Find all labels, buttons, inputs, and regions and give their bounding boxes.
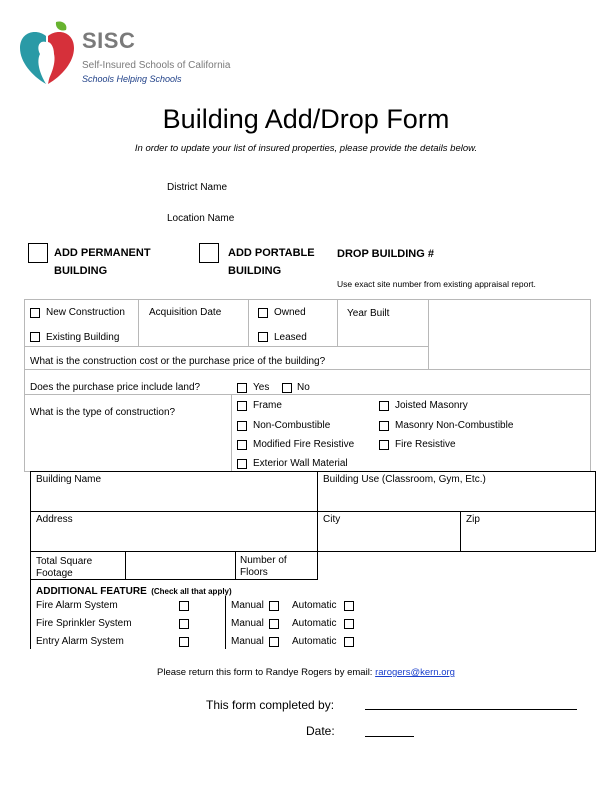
drop-building-note: Use exact site number from existing appraisal report. xyxy=(337,279,536,289)
building-use-field[interactable] xyxy=(319,488,593,510)
city-label: City xyxy=(323,514,341,525)
total-square-footage-label-1: Total Square xyxy=(36,556,93,567)
year-built-label: Year Built xyxy=(347,308,390,319)
page-subtitle: In order to update your list of insured properties, please provide the details below. xyxy=(134,143,478,154)
city-field[interactable] xyxy=(319,528,458,550)
new-construction-checkbox[interactable] xyxy=(30,308,40,318)
logo-acronym: SISC xyxy=(82,28,136,53)
fire-resistive-label: Fire Resistive xyxy=(395,439,456,450)
additional-feature-label: ADDITIONAL FEATURE xyxy=(36,586,147,597)
frame-checkbox[interactable] xyxy=(237,401,247,411)
feature-row xyxy=(31,633,411,651)
feature-checkbox[interactable] xyxy=(179,637,189,647)
number-of-floors-label-1: Number of xyxy=(240,555,287,566)
automatic-checkbox[interactable] xyxy=(344,601,354,611)
owned-checkbox[interactable] xyxy=(258,308,268,318)
joisted-masonry-label: Joisted Masonry xyxy=(395,400,468,411)
apple-logo-icon xyxy=(18,18,76,88)
automatic-label: Automatic xyxy=(292,600,337,611)
leased-label: Leased xyxy=(274,332,307,343)
sisc-logo xyxy=(18,18,248,90)
page-title: Building Add/Drop Form xyxy=(162,104,450,134)
automatic-checkbox[interactable] xyxy=(344,637,354,647)
land-no-label: No xyxy=(297,382,310,393)
land-yes-label: Yes xyxy=(253,382,270,393)
add-portable-label-1: ADD PORTABLE xyxy=(228,247,315,259)
existing-building-label: Existing Building xyxy=(46,332,120,343)
completed-by-signature-line[interactable] xyxy=(365,709,577,710)
completed-by-label: This form completed by: xyxy=(206,698,335,712)
drop-building-label: DROP BUILDING # xyxy=(337,248,434,260)
non-combustible-checkbox[interactable] xyxy=(237,421,247,431)
add-portable-checkbox[interactable] xyxy=(199,243,219,263)
automatic-label: Automatic xyxy=(292,636,337,647)
add-portable-label-2: BUILDING xyxy=(228,265,282,277)
address-label: Address xyxy=(36,514,73,525)
joisted-masonry-checkbox[interactable] xyxy=(379,401,389,411)
building-name-field[interactable] xyxy=(32,488,315,510)
number-of-floors-label-2: Floors xyxy=(240,567,268,578)
location-name-label: Location Name xyxy=(167,213,235,224)
land-question: Does the purchase price include land? xyxy=(30,382,201,393)
drop-building-number-field[interactable] xyxy=(445,244,575,260)
modified-fire-resistive-checkbox[interactable] xyxy=(237,440,247,450)
exterior-wall-material-label: Exterior Wall Material xyxy=(253,458,348,469)
leased-checkbox[interactable] xyxy=(258,332,268,342)
manual-checkbox[interactable] xyxy=(269,601,279,611)
return-text: Please return this form to Randye Rogers by email: xyxy=(157,667,373,678)
feature-checkbox[interactable] xyxy=(179,619,189,629)
year-built-field[interactable] xyxy=(430,301,588,345)
manual-label: Manual xyxy=(231,636,264,647)
logo-name: Self-Insured Schools of California xyxy=(82,60,231,71)
total-square-footage-label-2: Footage xyxy=(36,568,73,579)
masonry-non-combustible-label: Masonry Non-Combustible xyxy=(395,420,514,431)
date-line[interactable] xyxy=(365,736,414,737)
zip-field[interactable] xyxy=(462,528,593,550)
zip-label: Zip xyxy=(466,514,480,525)
manual-label: Manual xyxy=(231,618,264,629)
district-name-field[interactable] xyxy=(240,178,580,194)
construction-question: What is the type of construction? xyxy=(30,407,176,418)
total-square-footage-field[interactable] xyxy=(127,553,233,578)
owned-label: Owned xyxy=(274,307,306,318)
manual-label: Manual xyxy=(231,600,264,611)
feature-label: Fire Alarm System xyxy=(36,600,118,611)
district-name-label: District Name xyxy=(167,182,228,193)
return-email-link[interactable]: rarogers@kern.org xyxy=(375,667,455,678)
manual-checkbox[interactable] xyxy=(269,619,279,629)
logo-tagline: Schools Helping Schools xyxy=(82,74,182,84)
existing-building-checkbox[interactable] xyxy=(30,332,40,342)
add-permanent-checkbox[interactable] xyxy=(28,243,48,263)
automatic-label: Automatic xyxy=(292,618,337,629)
feature-row xyxy=(31,597,411,615)
land-yes-checkbox[interactable] xyxy=(237,383,247,393)
frame-label: Frame xyxy=(253,400,282,411)
address-field[interactable] xyxy=(32,528,315,550)
check-all-note: (Check all that apply) xyxy=(151,587,232,596)
return-instructions xyxy=(0,667,612,678)
date-label: Date: xyxy=(306,724,335,738)
building-name-label: Building Name xyxy=(36,474,102,485)
feature-row xyxy=(31,615,411,633)
location-name-field[interactable] xyxy=(240,209,580,225)
non-combustible-label: Non-Combustible xyxy=(253,420,331,431)
cost-question: What is the construction cost or the purchase price of the building? xyxy=(30,356,326,367)
fire-resistive-checkbox[interactable] xyxy=(379,440,389,450)
number-of-floors-field[interactable] xyxy=(319,553,593,578)
manual-checkbox[interactable] xyxy=(269,637,279,647)
exterior-wall-material-checkbox[interactable] xyxy=(237,459,247,469)
feature-label: Fire Sprinkler System xyxy=(36,618,132,629)
feature-checkbox[interactable] xyxy=(179,601,189,611)
masonry-non-combustible-checkbox[interactable] xyxy=(379,421,389,431)
land-no-checkbox[interactable] xyxy=(282,383,292,393)
add-permanent-label-2: BUILDING xyxy=(54,265,108,277)
acquisition-date-label: Acquisition Date xyxy=(149,307,222,318)
feature-label: Entry Alarm System xyxy=(36,636,124,647)
automatic-checkbox[interactable] xyxy=(344,619,354,629)
new-construction-label: New Construction xyxy=(46,307,125,318)
modified-fire-resistive-label: Modified Fire Resistive xyxy=(253,439,355,450)
building-use-label: Building Use (Classroom, Gym, Etc.) xyxy=(323,474,486,485)
add-permanent-label-1: ADD PERMANENT xyxy=(54,247,151,259)
